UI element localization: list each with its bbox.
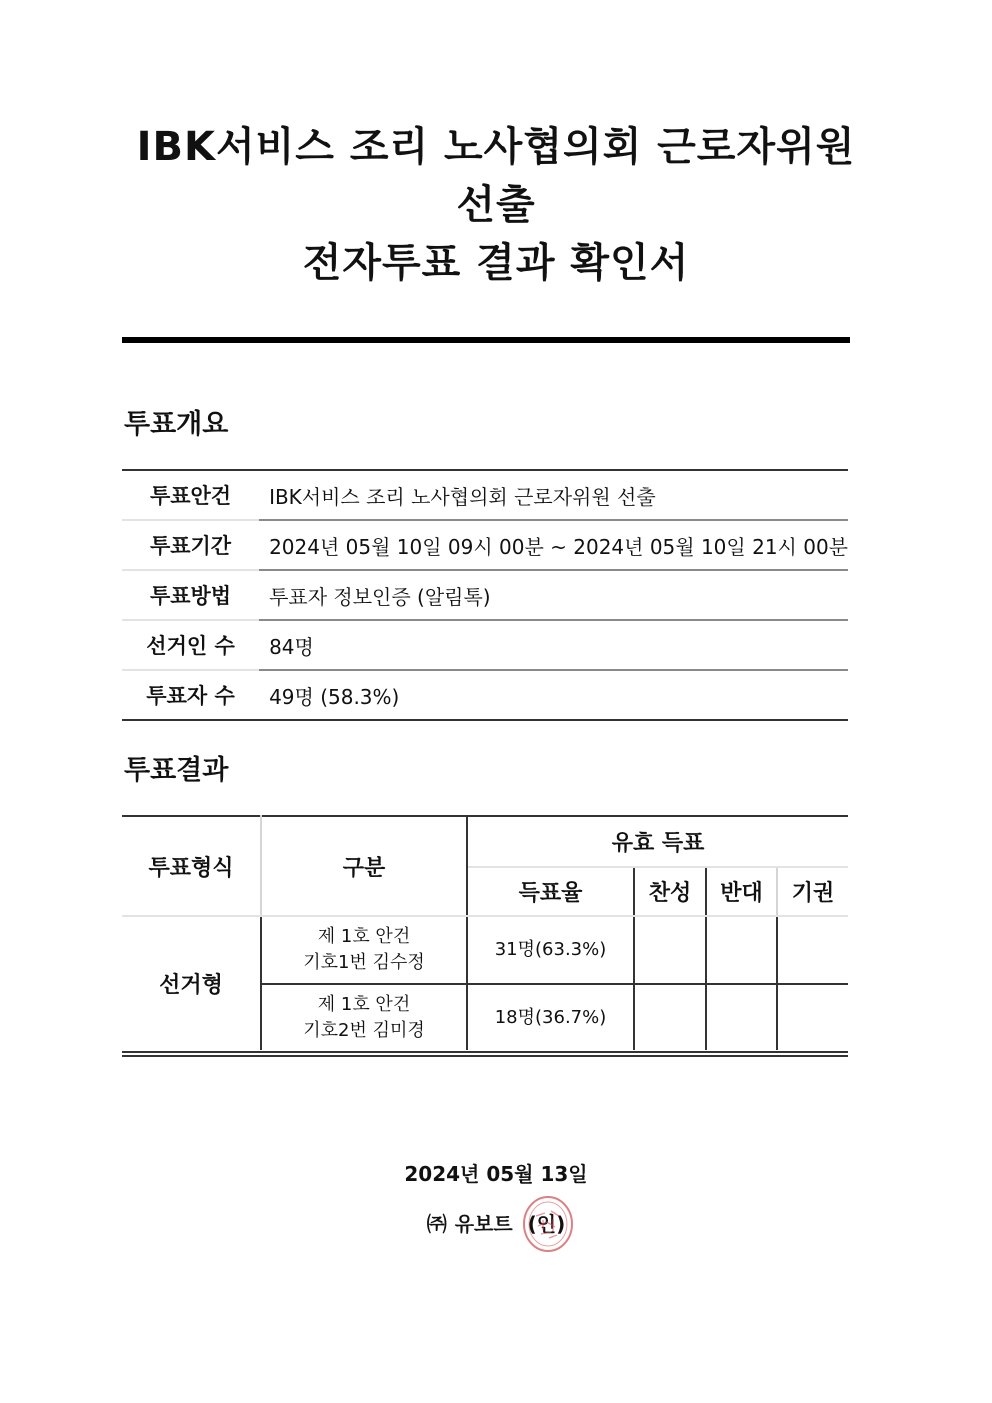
issue-date: 2024년 05월 13일 xyxy=(404,1162,588,1186)
title-line-3: 전자투표 결과 확인서 xyxy=(302,240,690,286)
overview-label-voters: 투표자 수 xyxy=(146,684,235,708)
overview-row xyxy=(122,620,848,670)
results-table xyxy=(122,815,848,1050)
overview-value-voters: 49명 (58.3%) xyxy=(269,684,400,709)
overview-row xyxy=(122,520,848,570)
title-line-2: 선출 xyxy=(456,182,536,228)
category-cell xyxy=(261,916,467,984)
issuer-line xyxy=(0,1208,992,1237)
overview-heading: 투표개요 xyxy=(124,409,229,440)
category-cell xyxy=(261,984,467,1050)
overview-row xyxy=(122,570,848,620)
abstain-cell xyxy=(777,916,848,984)
company-seal-icon xyxy=(521,1194,575,1254)
company-name: 유보트 xyxy=(454,1212,513,1236)
header-vote-rate: 득표율 xyxy=(467,867,634,916)
title-line-1: IBK서비스 조리 노사협의회 근로자위원 xyxy=(136,124,856,170)
seal-placeholder: (인) xyxy=(527,1212,566,1236)
header-abstain: 기권 xyxy=(777,867,848,916)
vote-rate-cell: 18명(36.7%) xyxy=(467,984,634,1050)
overview-value-agenda: IBK서비스 조리 노사협의회 근로자위원 선출 xyxy=(259,470,848,520)
overview-row xyxy=(122,470,848,520)
vote-rate-cell: 31명(63.3%) xyxy=(467,916,634,984)
title-divider xyxy=(122,337,850,343)
header-oppose: 반대 xyxy=(706,867,777,916)
approve-cell xyxy=(634,916,706,984)
overview-row xyxy=(122,670,848,720)
overview-value-period: 2024년 05월 10일 09시 00분 ~ 2024년 05월 10일 21시 00분 xyxy=(259,520,848,570)
overview-table xyxy=(122,469,848,721)
overview-label-electors: 선거인 수 xyxy=(122,620,259,670)
results-bottom-rule xyxy=(122,1051,848,1057)
results-heading: 투표결과 xyxy=(124,755,229,786)
overview-label-method: 투표방법 xyxy=(122,570,259,620)
overview-label-agenda: 투표안건 xyxy=(122,470,259,520)
header-approve: 찬성 xyxy=(634,867,706,916)
header-category: 구분 xyxy=(261,816,467,916)
oppose-cell xyxy=(706,984,777,1050)
agenda-label: 제 1호 안건 xyxy=(317,993,411,1015)
oppose-cell xyxy=(706,916,777,984)
approve-cell xyxy=(634,984,706,1050)
candidate-label: 기호2번 김미경 xyxy=(303,1019,425,1041)
candidate-label: 기호1번 김수정 xyxy=(303,952,425,973)
document-title xyxy=(0,118,992,292)
vote-type-value: 선거형 xyxy=(122,916,261,1050)
header-valid-votes: 유효 득표 xyxy=(467,816,848,867)
overview-value-method: 투표자 정보인증 (알림톡) xyxy=(259,570,848,620)
agenda-label: 제 1호 안건 xyxy=(317,926,411,947)
header-vote-type: 투표형식 xyxy=(122,816,261,916)
overview-label-period: 투표기간 xyxy=(122,520,259,570)
table-row xyxy=(122,916,848,984)
abstain-cell xyxy=(777,984,848,1050)
overview-value-electors: 84명 xyxy=(259,620,848,670)
company-mark: ㈜ xyxy=(426,1212,447,1236)
